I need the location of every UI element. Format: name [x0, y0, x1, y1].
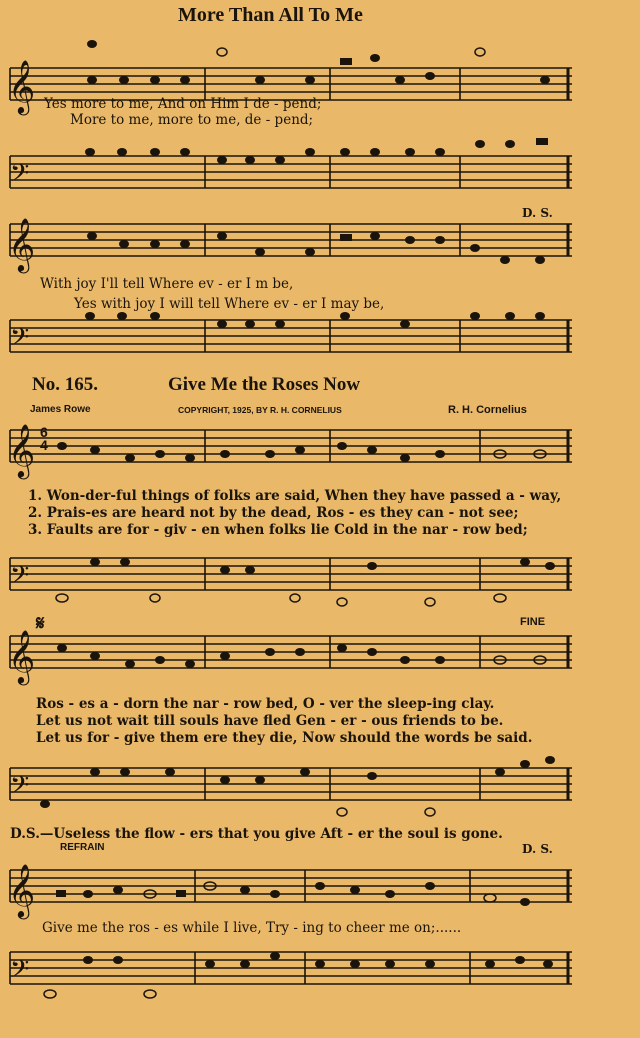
verse-line: 1. Won-der-ful things of folks are said, When they have passed a - way, — [28, 488, 562, 504]
bass-staff-2 — [0, 306, 640, 366]
svg-text:𝄢: 𝄢 — [10, 159, 30, 194]
lyric-line: With joy I'll tell Where ev - er I m be, — [40, 276, 294, 292]
svg-text:𝄞: 𝄞 — [8, 217, 36, 271]
song-title: Give Me the Roses Now — [168, 374, 361, 395]
lyric-line: Yes with joy I will tell Where ev - er I may be, — [74, 296, 385, 312]
song-title: More Than All To Me — [178, 4, 363, 26]
hymn-number: No. 165. — [32, 374, 98, 395]
refrain-lyric: Give me the ros - es while I live, Try - ing to cheer me on;...... — [42, 920, 462, 936]
verse-line: 3. Faults are for - giv - en when folks lie Cold in the nar - row bed; — [28, 522, 528, 538]
author: James Rowe — [30, 404, 91, 415]
svg-text:𝄢: 𝄢 — [10, 771, 30, 806]
time-signature: 6 4 — [40, 424, 48, 453]
bass-staff-5 — [0, 938, 640, 1008]
svg-text:𝄞: 𝄞 — [8, 863, 36, 917]
treble-staff-3 — [0, 416, 640, 486]
ds-lyric-line: D.S.—Useless the flow - ers that you give Aft - er the soul is gone. — [10, 826, 503, 842]
fine-marking: FINE — [520, 616, 546, 628]
treble-staff-5 — [0, 850, 640, 920]
copyright: COPYRIGHT, 1925, BY R. H. CORNELIUS — [178, 405, 342, 415]
bass-staff-4 — [0, 748, 640, 820]
verse-line: Let us not wait till souls have fled Gen - er - ous friends to be. — [36, 713, 504, 729]
ds-marking: D. S. — [522, 206, 553, 220]
svg-text:𝄞: 𝄞 — [8, 59, 36, 113]
ds-marking: D. S. — [522, 842, 553, 856]
svg-text:𝄢: 𝄢 — [10, 561, 30, 596]
treble-staff-4 — [0, 612, 640, 692]
lyric-line: Yes more to me, And on Him I de - pend; — [44, 96, 322, 112]
svg-text:𝄋: 𝄋 — [36, 612, 45, 635]
verse-line: Let us for - give them ere they die, Now should the words be said. — [36, 730, 533, 746]
treble-staff-2 — [0, 212, 640, 282]
svg-text:𝄢: 𝄢 — [10, 323, 30, 358]
composer: R. H. Cornelius — [448, 404, 527, 416]
bass-staff-3 — [0, 538, 640, 608]
svg-text:𝄢: 𝄢 — [10, 955, 30, 990]
bass-staff-1 — [0, 130, 640, 200]
refrain-label: REFRAIN — [60, 842, 105, 853]
verse-line: Ros - es a - dorn the nar - row bed, O - ver the sleep-ing clay. — [36, 696, 495, 712]
verse-line: 2. Prais-es are heard not by the dead, Ros - es they can - not see; — [28, 505, 519, 521]
lyric-line: More to me, more to me, de - pend; — [70, 112, 314, 128]
svg-text:𝄞: 𝄞 — [8, 629, 36, 683]
svg-text:𝄞: 𝄞 — [8, 423, 36, 477]
